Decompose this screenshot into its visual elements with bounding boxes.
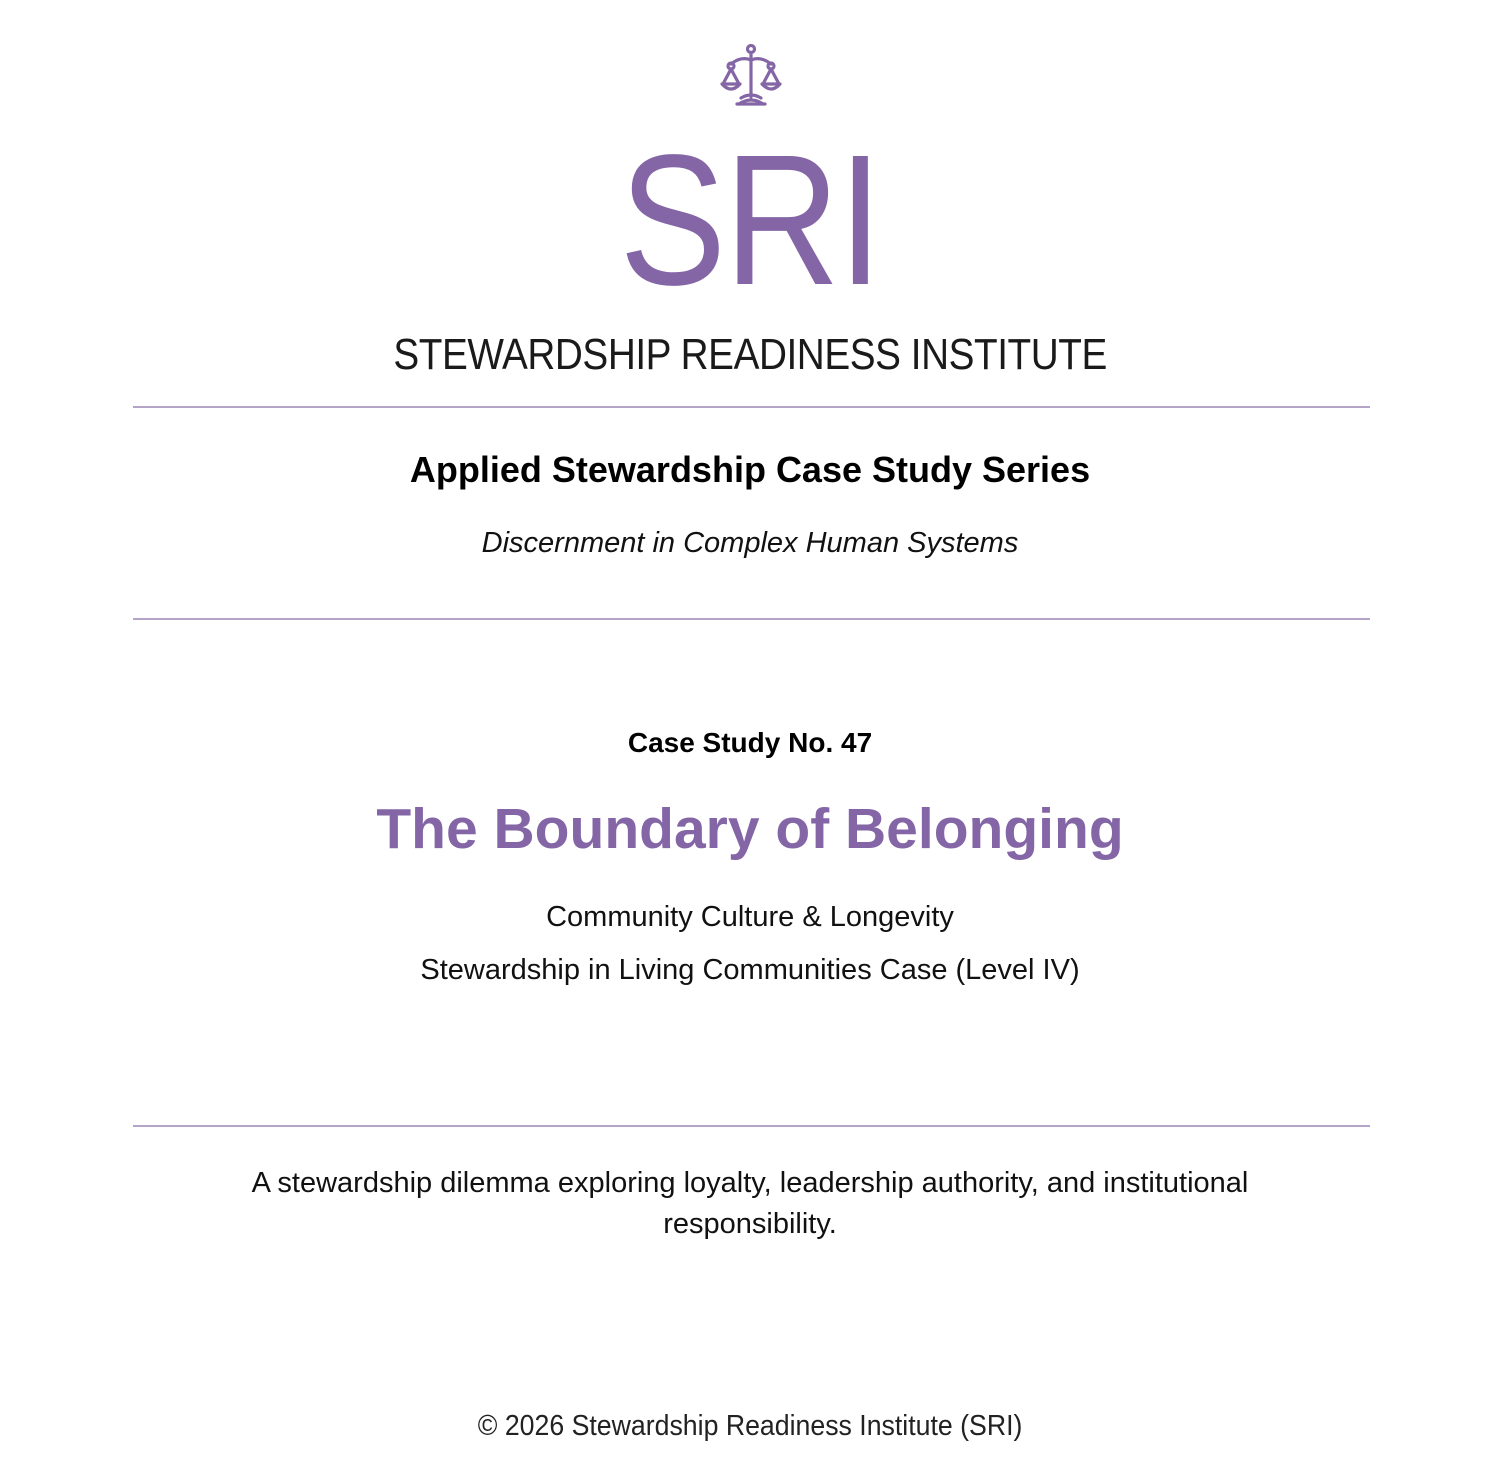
logo-wordmark: SRI	[619, 117, 881, 324]
divider-middle	[133, 618, 1370, 620]
series-subtitle: Discernment in Complex Human Systems	[481, 527, 1019, 559]
case-summary: A stewardship dilemma exploring loyalty, leadership authority, and institutional responsibility.	[251, 1167, 1249, 1240]
case-title: The Boundary of Belonging	[376, 797, 1124, 861]
divider-bottom	[133, 1125, 1370, 1127]
series-title: Applied Stewardship Case Study Series	[409, 449, 1091, 490]
case-level: Stewardship in Living Communities Case (Level IV)	[420, 954, 1080, 986]
case-category: Community Culture & Longevity	[546, 901, 954, 933]
scales-of-justice-icon	[719, 42, 783, 110]
institute-name: STEWARDSHIP READINESS INSTITUTE	[393, 330, 1107, 379]
copyright-footer: © 2026 Stewardship Readiness Institute (SRI)	[477, 1410, 1023, 1442]
case-number: Case Study No. 47	[627, 727, 873, 758]
divider-top	[133, 406, 1370, 408]
